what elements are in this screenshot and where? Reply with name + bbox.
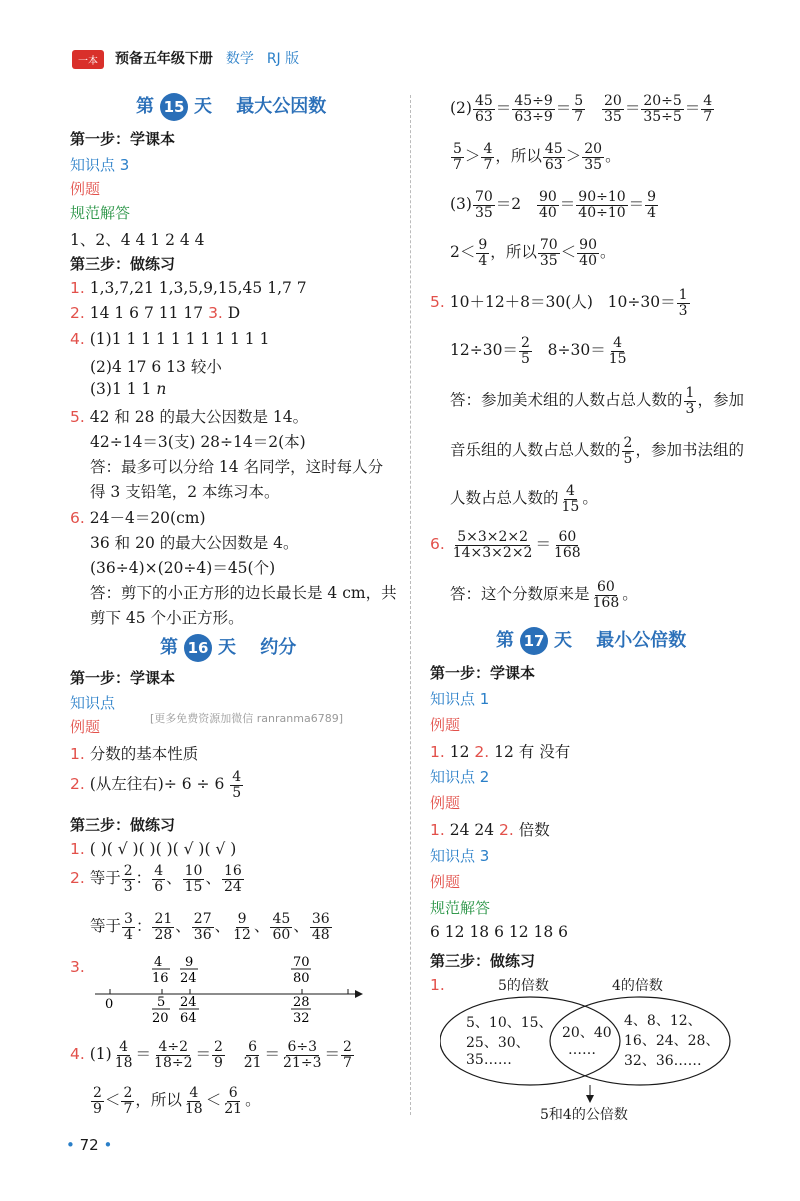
venn-right-3: 32、36…… bbox=[624, 1053, 702, 1069]
svg-text:0: 0 bbox=[105, 997, 114, 1012]
day17-guide: 规范解答 bbox=[430, 899, 491, 917]
day15-q6e: 剪下 45 个小正方形。 bbox=[90, 609, 244, 627]
venn-left-2: 25、30、 bbox=[466, 1035, 530, 1051]
day15-q4b: (2)4 17 6 13 较小 bbox=[90, 358, 222, 376]
venn-mid-2: …… bbox=[568, 1042, 596, 1058]
venn-right-label: 4的倍数 bbox=[612, 978, 663, 994]
day16-step3: 第三步：做练习 bbox=[70, 816, 176, 834]
book-title: 预备五年级下册 bbox=[114, 51, 213, 67]
publisher-logo: 一本 bbox=[72, 50, 104, 69]
day15-q4c: (3)1 1 1 n bbox=[90, 380, 167, 398]
right-q6b: 答：这个分数原来是 $\frac{60}{168}$ 。 bbox=[450, 579, 638, 611]
day17-kp3: 知识点 3 bbox=[430, 847, 490, 865]
right-q3a: (3) $\frac{70}{35}$ ＝2 $\frac{90}{40}$ ＝ $\frac{90\div 10}{40\div 10}$ ＝ $\frac{9}{4}$ bbox=[450, 189, 657, 221]
day16-example: 例题 bbox=[70, 718, 101, 736]
day16-q4b: $\frac{2}{9}$ ＜ $\frac{2}{7}$ ，所以 $\frac{4}{18}$ ＜ $\frac{6}{21}$ 。 bbox=[93, 1085, 261, 1117]
svg-text:70: 70 bbox=[293, 955, 310, 970]
day17-step1: 第一步：学课本 bbox=[430, 664, 536, 682]
day15-title: 第 15 天 最大公因数 bbox=[136, 92, 326, 121]
day15-q6d: 答：剪下的小正方形的边长最长是 4 cm，共 bbox=[90, 584, 397, 602]
venn-left-label: 5的倍数 bbox=[498, 978, 549, 994]
day17-ex2-ans: 1. 24 24 2. 倍数 bbox=[430, 821, 550, 839]
day16-q1: 1. ( )( √ )( )( )( √ )( √ ) bbox=[70, 840, 237, 858]
svg-text:80: 80 bbox=[293, 971, 310, 986]
svg-text:16: 16 bbox=[152, 971, 169, 986]
right-q3b: 2＜ $\frac{9}{4}$ ，所以 $\frac{70}{35}$ ＜ $\frac{90}{40}$ 。 bbox=[450, 237, 616, 269]
svg-text:5: 5 bbox=[157, 995, 166, 1010]
day15-q1: 1. 1,3,7,21 1,3,5,9,15,45 1,7 7 bbox=[70, 279, 307, 297]
day16-ex2: 2. (从左往右)÷ 6 ÷ 6 $\frac{4}{5}$ bbox=[70, 769, 242, 801]
day17-step3: 第三步：做练习 bbox=[430, 952, 536, 970]
day15-step3: 第三步：做练习 bbox=[70, 255, 176, 273]
svg-text:28: 28 bbox=[293, 995, 310, 1010]
day17-q1-label: 1. bbox=[430, 976, 445, 994]
day17-ex2: 例题 bbox=[430, 794, 461, 812]
day17-kp2: 知识点 2 bbox=[430, 768, 490, 786]
number-line bbox=[90, 952, 370, 1032]
edition-label: RJ 版 bbox=[266, 51, 300, 67]
svg-text:64: 64 bbox=[180, 1011, 197, 1026]
venn-left-3: 35…… bbox=[466, 1052, 512, 1068]
venn-left-1: 5、10、15、 bbox=[466, 1015, 553, 1031]
day17-ex3: 例题 bbox=[430, 873, 461, 891]
day17-answer: 6 12 18 6 12 18 6 bbox=[430, 923, 569, 941]
day16-q4a: 4. (1) $\frac{4}{18}$ ＝ $\frac{4\div 2}{18\div 2}$ ＝ $\frac{2}{9}$ $\frac{6}{21}$ ＝ $\frac{6\div 3}{21\div 3}$ ＝ $\frac{2}{7}$ bbox=[70, 1039, 352, 1071]
day15-answer: 1、2、4 4 1 2 4 4 bbox=[70, 231, 205, 249]
day15-guide: 规范解答 bbox=[70, 204, 131, 222]
day16-q2b: 等于 $\frac{3}{4}$ ： $\frac{21}{28}$ 、 $\frac{27}{36}$ 、 $\frac{9}{12}$ 、 $\frac{45}{60}$ 、 $\frac{36}{48}$ bbox=[90, 911, 330, 943]
right-q5e: 人数占总人数的 $\frac{4}{15}$ 。 bbox=[450, 483, 598, 515]
svg-text:4: 4 bbox=[154, 955, 163, 970]
svg-text:24: 24 bbox=[180, 971, 197, 986]
svg-text:24: 24 bbox=[180, 995, 197, 1010]
header bbox=[72, 48, 299, 69]
watermark: [更多免费资源加微信 ranranma6789] bbox=[150, 712, 343, 725]
svg-text:20: 20 bbox=[152, 1011, 169, 1026]
day15-q2: 2. 14 1 6 7 11 17 3. D bbox=[70, 304, 241, 322]
day15-example: 例题 bbox=[70, 180, 101, 198]
day15-q6c: (36÷4)×(20÷4)＝45(个) bbox=[90, 559, 276, 577]
svg-text:32: 32 bbox=[293, 1011, 310, 1026]
right-q5d: 音乐组的人数占总人数的 $\frac{2}{5}$ ，参加书法组的 bbox=[450, 435, 744, 467]
day15-knowledge-point: 知识点 3 bbox=[70, 156, 130, 174]
day16-ex1: 1. 分数的基本性质 bbox=[70, 745, 199, 763]
venn-right-2: 16、24、28、 bbox=[624, 1033, 720, 1049]
right-q5a: 5. 10＋12＋8＝30(人) 10÷30＝ $\frac{1}{3}$ bbox=[430, 287, 688, 319]
right-q5b: 12÷30＝ $\frac{2}{5}$ 8÷30＝ $\frac{4}{15}$ bbox=[450, 335, 627, 367]
right-q6a: 6. $\frac{5\times 3\times 2\times 2}{14\times 3\times 2\times 2}$ ＝ $\frac{60}{168}$ bbox=[430, 529, 581, 561]
subject-label: 数学 bbox=[225, 51, 254, 67]
venn-right-1: 4、8、12、 bbox=[624, 1013, 702, 1029]
day15-q6a: 6. 24－4＝20(cm) bbox=[70, 509, 206, 527]
day17-title: 第 17 天 最小公倍数 bbox=[496, 626, 686, 655]
day17-kp1: 知识点 1 bbox=[430, 690, 490, 708]
column-divider bbox=[410, 95, 411, 1115]
day15-q5a: 5. 42 和 28 的最大公因数是 14。 bbox=[70, 408, 309, 426]
day16-knowledge-point: 知识点 bbox=[70, 694, 116, 712]
day15-q5c: 答：最多可以分给 14 名同学，这时每人分 bbox=[90, 458, 384, 476]
day15-q5d: 得 3 支铅笔，2 本练习本。 bbox=[90, 483, 280, 501]
day15-q4a: 4. (1)1 1 1 1 1 1 1 1 1 1 1 bbox=[70, 330, 270, 348]
day15-q5b: 42÷14＝3(支) 28÷14＝2(本) bbox=[90, 433, 306, 451]
fraction: $\frac{4}{5}$ bbox=[232, 769, 242, 801]
right-q2a: (2) $\frac{45}{63}$ ＝ $\frac{45\div 9}{63\div 9}$ ＝ $\frac{5}{7}$ $\frac{20}{35}$ ＝ $\frac{20\div 5}{35\div 5}$ ＝ $\frac{4}{7}$ bbox=[450, 93, 713, 125]
right-q5c: 答：参加美术组的人数占总人数的 $\frac{1}{3}$ ，参加 bbox=[450, 385, 744, 417]
day16-title: 第 16 天 约分 bbox=[160, 633, 296, 662]
page-number: • 72 • bbox=[66, 1136, 113, 1154]
day16-step1: 第一步：学课本 bbox=[70, 669, 176, 687]
day16-q2a: 2. 等于 $\frac{2}{3}$ ： $\frac{4}{6}$ 、 $\frac{10}{15}$ 、 $\frac{16}{24}$ bbox=[70, 863, 242, 895]
right-q2b: $\frac{5}{7}$ ＞ $\frac{4}{7}$ ，所以 $\frac{45}{63}$ ＞ $\frac{20}{35}$ 。 bbox=[453, 141, 621, 173]
venn-bottom-label: 5和4的公倍数 bbox=[540, 1107, 628, 1123]
venn-mid-1: 20、40 bbox=[562, 1025, 612, 1041]
day17-ex1-ans: 1. 12 2. 12 有 没有 bbox=[430, 743, 571, 761]
day15-q6b: 36 和 20 的最大公因数是 4。 bbox=[90, 534, 299, 552]
day16-q3-label: 3. bbox=[70, 958, 85, 976]
day17-ex1: 例题 bbox=[430, 716, 461, 734]
day15-step1: 第一步：学课本 bbox=[70, 130, 176, 148]
svg-text:9: 9 bbox=[185, 955, 194, 970]
